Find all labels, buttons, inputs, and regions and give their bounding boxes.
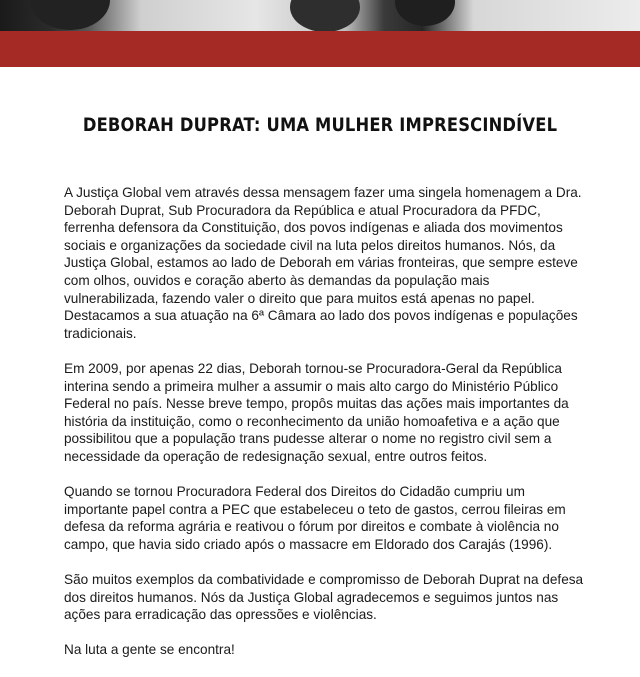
header-photo [0,0,640,31]
paragraph-2: Em 2009, por apenas 22 dias, Deborah tornou-se Procuradora-Geral da República interina sendo a primeira mulher a assumir o mais alto cargo do Ministério Público Federal no país. Nesse breve tempo, propôs muitas das ações mais importantes da história da instituição, como o reconhecimento da união homoafetiva e a ação que possibilitou que a população trans pudesse alterar o nome no registro civil sem a necessidade da operação de redesignação sexual, entre outros feitos. [64,360,569,464]
article-title: DEBORAH DUPRAT: UMA MULHER IMPRESCINDÍVEL [82,114,558,136]
photo-figure-right [395,0,455,26]
header-red-band [0,31,640,67]
paragraph-3: Quando se tornou Procuradora Federal dos Direitos do Cidadão cumpriu um importante papel contra a PEC que estabeleceu o teto de gastos, cerrou fileiras em defesa da reforma agrária e reativou o fórum por direitos e combate à violência no campo, que havia sido criado após o massacre em Eldorado dos Carajás (1996). [64,484,566,552]
photo-figure-left [30,0,110,30]
article-body [64,184,584,677]
paragraph-1: A Justiça Global vem através dessa mensagem fazer uma singela homenagem a Dra. Deborah Duprat, Sub Procuradora da República e atual Procuradora da PFDC, ferrenha defensora da Constituição, dos povos indígenas e aliada dos movimentos sociais e organizações da sociedade civil na luta pelos direitos humanos. Nós, da Justiça Global, estamos ao lado de Deborah em várias fronteiras, que sempre esteve com olhos, ouvidos e coração aberto às demandas da população mais vulnerabilizada, fazendo valer o direito que para muitos está apenas no papel. Destacamos a sua atuação na 6ª Câmara ao lado dos povos indígenas e populações tradicionais. [64,185,582,341]
paragraph-4: São muitos exemplos da combatividade e compromisso de Deborah Duprat na defesa dos direitos humanos. Nós da Justiça Global agradecemos e seguimos juntos nas ações para erradicação das opressões e violências. [64,572,584,623]
closing-line: Na luta a gente se encontra! [64,642,235,658]
photo-figure-center [290,0,360,31]
